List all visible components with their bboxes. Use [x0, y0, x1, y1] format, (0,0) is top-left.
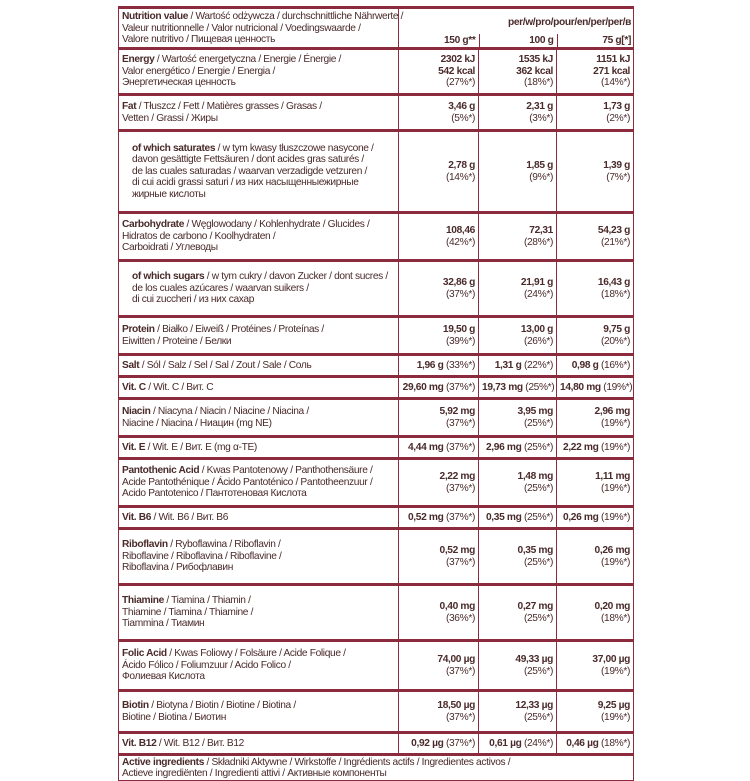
nutrient-translation-line: Ácido Fólico / Foliumzuur / Acido Folico /	[122, 659, 291, 671]
value-150	[399, 458, 479, 506]
nutrient-translation-line: Hidratos de carbono / Koolhydraten /	[122, 230, 276, 242]
nutrient-translation-line: Vetten / Grassi / Жиры	[122, 112, 218, 124]
amount: 72,31	[529, 225, 553, 236]
nutrient-translation-line: Eiwitten / Proteine / Белки	[122, 335, 232, 347]
amount: 3,46 g	[448, 101, 475, 112]
value-100	[479, 398, 557, 436]
amount: 1,85 g	[526, 160, 553, 171]
amount: 5,92 mg	[439, 406, 475, 417]
nutrient-label	[119, 732, 399, 754]
per-label: per/w/pro/pour/en/per/per/в	[507, 17, 631, 29]
percent-ri: (28%*)	[523, 236, 553, 248]
nutrient-name: Niacin	[122, 406, 151, 417]
percent-ri: (19%*)	[598, 511, 631, 523]
nutrient-name: Carbohydrate	[122, 219, 185, 231]
value-100	[479, 376, 557, 398]
nutrient-translation-line: davon gesättigte Fettsäuren / dont acides gras saturés /	[132, 154, 364, 166]
percent-ri: (37%*)	[443, 381, 475, 393]
nutrient-translations: / Wit. B12 / Вит. B12	[156, 737, 244, 749]
nutrient-row	[119, 528, 634, 584]
nutrient-row	[119, 732, 634, 754]
amount: 1,96 g	[416, 359, 444, 371]
nutrient-label	[119, 48, 399, 94]
amount: 29,60 mg	[402, 381, 444, 393]
nutrient-name: Biotin	[122, 700, 149, 711]
value-150	[399, 354, 479, 376]
nutrition-table	[118, 6, 634, 781]
percent-ri: (19%*)	[600, 482, 631, 494]
nutrient-translation-line: Acide Pantothénique / Ácido Pantoténico / Pantotheenzuur /	[122, 476, 373, 488]
value-75	[557, 94, 634, 130]
col-header-150: 150 g**	[399, 34, 479, 47]
value-100	[479, 130, 557, 212]
value-75	[557, 48, 634, 94]
nutrient-translation-line: di cui zuccheri / из них сахар	[132, 294, 255, 306]
amount: 19,50 g	[442, 324, 475, 335]
amount: 0,27 mg	[517, 601, 553, 612]
amount: 2,96 mg	[485, 441, 522, 453]
percent-ri: (37%*)	[443, 441, 475, 453]
nutrient-row	[119, 212, 634, 260]
nutrient-label	[119, 130, 399, 212]
nutrient-translations: / Biotyna / Biotin / Biotine / Biotina /	[148, 700, 296, 711]
amount: 21,91 g	[520, 277, 553, 288]
nutrient-translations: / Tłuszcz / Fett / Matières grasses / Grasas /	[136, 101, 322, 112]
amount: 1,11 mg	[595, 471, 631, 482]
value-150	[399, 732, 479, 754]
percent-ri: (27%*)	[445, 77, 475, 89]
value-100	[479, 48, 557, 94]
amount: 1,31 g	[494, 359, 522, 371]
amount: 19,73 mg	[482, 381, 523, 393]
amount: 18,50 µg	[437, 700, 475, 711]
percent-ri: (5%*)	[451, 112, 475, 124]
percent-ri: (37%*)	[445, 665, 475, 677]
amount: 0,98 g	[571, 359, 599, 371]
value-100	[479, 212, 557, 260]
nutrient-translations: / Wit. C / Вит. C	[145, 381, 214, 393]
nutrient-label	[119, 436, 399, 458]
value-75	[557, 212, 634, 260]
amount: 2302 kJ	[440, 54, 475, 66]
percent-ri: (19%*)	[600, 711, 631, 723]
nutrient-translations: / Węglowodany / Kohlenhydrate / Glucides /	[184, 219, 370, 231]
header-title: Nutrition value / Wartość odżywcza / durchschnittliche Nährwerte / Valeur nutritionnelle / Valor nutricional / Voedingswaarde / Valore nutritivo / Пищевая ценность	[119, 8, 399, 49]
nutrient-translations: / Wartość energetyczna / Energie / Énergie /	[154, 54, 342, 66]
percent-ri: (9%*)	[529, 171, 553, 183]
value-150	[399, 584, 479, 640]
amount: 37,00 µg	[592, 654, 631, 665]
amount: 1,39 g	[603, 160, 631, 171]
amount: 108,46	[445, 225, 475, 236]
header-title-bold: Nutrition value	[122, 10, 189, 22]
percent-ri: (16%*)	[598, 359, 631, 371]
amount: 16,43 g	[597, 277, 631, 288]
percent-ri: (19%*)	[600, 665, 631, 677]
value-75	[557, 398, 634, 436]
amount: 3,95 mg	[517, 406, 553, 417]
nutrient-row	[119, 436, 634, 458]
amount: 362 kcal	[516, 65, 553, 77]
nutrient-name: Protein	[122, 324, 155, 335]
amount: 542 kcal	[438, 65, 475, 77]
nutrient-translation-line: жирные кислоты	[132, 188, 206, 200]
percent-ri: (25%*)	[523, 417, 553, 429]
nutrient-row	[119, 506, 634, 528]
nutrient-label	[119, 506, 399, 528]
nutrient-row	[119, 458, 634, 506]
amount: 1,73 g	[603, 101, 631, 112]
nutrient-row	[119, 690, 634, 732]
amount: 14,80 mg	[560, 381, 601, 393]
nutrient-translations: / Ryboflawina / Riboflavin /	[167, 539, 281, 551]
value-150	[399, 376, 479, 398]
nutrition-label	[118, 6, 633, 780]
percent-ri: (20%*)	[600, 335, 631, 347]
nutrient-translation-line: Niacine / Niacina / Ниацин (mg NE)	[122, 417, 272, 429]
active-ingredients-label: Active ingredients / Składniki Aktywne / Wirkstoffe / Ingrédients actifs / Ingredientes activos / Actieve ingrediënten / Ingredienti attivi / Активные компоненты	[119, 754, 634, 780]
percent-ri: (25%*)	[523, 556, 553, 568]
nutrient-row	[119, 316, 634, 354]
nutrient-translations: / Wit. E / Вит. E (mg α-TE)	[145, 441, 257, 453]
nutrient-name: Salt	[122, 359, 140, 371]
col-header-75: 75 g[*]	[602, 35, 631, 46]
nutrient-translations: / Białko / Eiweiß / Protéines / Proteínas /	[154, 324, 324, 335]
percent-ri: (25%*)	[523, 482, 553, 494]
nutrient-translations: / w tym cukry / davon Zucker / dont sucres /	[204, 271, 388, 283]
amount: 271 kcal	[593, 65, 631, 77]
amount: 0,92 µg	[411, 737, 444, 749]
nutrient-translation-line: Tiammina / Тиамин	[122, 618, 205, 630]
nutrient-name: Energy	[122, 54, 155, 66]
nutrient-row	[119, 584, 634, 640]
percent-ri: (14%*)	[445, 171, 475, 183]
amount: 2,31 g	[526, 101, 553, 112]
nutrient-name: Fat	[122, 101, 137, 112]
nutrient-label	[119, 528, 399, 584]
amount: 0,20 mg	[594, 601, 631, 612]
value-100	[479, 584, 557, 640]
percent-ri: (25%*)	[521, 441, 553, 453]
percent-ri: (18%*)	[600, 288, 631, 300]
amount: 2,96 mg	[594, 406, 631, 417]
active-ingredients-row	[119, 754, 634, 780]
amount: 0,35 mg	[485, 511, 522, 523]
amount: 1535 kJ	[518, 54, 553, 66]
amount: 74,00 µg	[437, 654, 475, 665]
percent-ri: (39%*)	[445, 335, 475, 347]
percent-ri: (19%*)	[600, 381, 633, 393]
value-100	[479, 640, 557, 690]
amount: 1,48 mg	[517, 471, 553, 482]
percent-ri: (25%*)	[523, 665, 553, 677]
value-75	[557, 690, 634, 732]
nutrient-translation-line: Biotine / Biotina / Биотин	[122, 711, 226, 723]
nutrient-row	[119, 94, 634, 130]
value-150	[399, 212, 479, 260]
amount: 32,86 g	[442, 277, 475, 288]
percent-ri: (14%*)	[600, 77, 631, 89]
nutrient-translations: / Sól / Salz / Sel / Sal / Zout / Sale / Соль	[139, 359, 312, 371]
amount: 9,25 µg	[597, 700, 631, 711]
header-columns	[399, 8, 634, 49]
value-100	[479, 94, 557, 130]
nutrient-name: Vit. E	[122, 441, 146, 453]
value-100	[479, 260, 557, 316]
nutrient-name: Vit. B12	[122, 737, 157, 749]
value-75	[557, 436, 634, 458]
nutrient-translation-line: di cui acidi grassi saturi / из них насыщенныежирные	[132, 177, 359, 189]
nutrient-label	[119, 94, 399, 130]
amount: 12,33 µg	[515, 700, 553, 711]
amount: 1151 kJ	[596, 54, 631, 66]
nutrient-label	[119, 398, 399, 436]
percent-ri: (25%*)	[523, 711, 553, 723]
percent-ri: (25%*)	[523, 612, 553, 624]
nutrient-label	[119, 376, 399, 398]
percent-ri: (37%*)	[443, 511, 475, 523]
percent-ri: (36%*)	[445, 612, 475, 624]
amount: 9,75 g	[603, 324, 631, 335]
nutrient-name: Vit. C	[122, 381, 146, 393]
value-75	[557, 506, 634, 528]
amount: 2,22 mg	[563, 441, 599, 453]
amount: 54,23 g	[597, 225, 631, 236]
percent-ri: (37%*)	[445, 711, 475, 723]
amount: 2,22 mg	[439, 471, 475, 482]
nutrient-translation-line: Thiamine / Tiamina / Thiamine /	[122, 606, 254, 618]
amount: 4,44 mg	[407, 441, 444, 453]
nutrient-label	[119, 640, 399, 690]
nutrient-name: Vit. B6	[122, 511, 152, 523]
nutrient-translation-line: Энергетическая ценность	[122, 77, 236, 89]
value-75	[557, 528, 634, 584]
amount: 0,26 mg	[563, 511, 599, 523]
nutrient-translations: / Tiamina / Thiamin /	[163, 595, 251, 607]
percent-ri: (19%*)	[598, 441, 631, 453]
nutrient-translation-line: Carboidrati / Углеводы	[122, 242, 218, 254]
percent-ri: (24%*)	[523, 288, 553, 300]
value-150	[399, 506, 479, 528]
percent-ri: (37%*)	[445, 482, 475, 494]
percent-ri: (22%*)	[521, 359, 553, 371]
amount: 49,33 µg	[515, 654, 553, 665]
value-75	[557, 354, 634, 376]
value-150	[399, 528, 479, 584]
nutrient-name: Pantothenic Acid	[122, 465, 200, 477]
percent-ri: (42%*)	[445, 236, 475, 248]
nutrient-label	[119, 316, 399, 354]
amount: 0,52 mg	[407, 511, 444, 523]
nutrient-row	[119, 640, 634, 690]
percent-ri: (37%*)	[445, 417, 475, 429]
value-100	[479, 690, 557, 732]
value-150	[399, 316, 479, 354]
nutrient-translation-line: Acido Pantotenico / Пантотеновая Кислота	[122, 488, 307, 500]
nutrient-translations: / Wit. B6 / Вит. B6	[151, 511, 229, 523]
percent-ri: (2%*)	[606, 112, 631, 124]
value-150	[399, 94, 479, 130]
nutrient-row	[119, 130, 634, 212]
amount: 13,00 g	[520, 324, 553, 335]
amount: 0,40 mg	[439, 601, 475, 612]
nutrient-row	[119, 48, 634, 94]
percent-ri: (3%*)	[529, 112, 553, 124]
value-75	[557, 584, 634, 640]
value-100	[479, 506, 557, 528]
value-100	[479, 528, 557, 584]
value-75	[557, 316, 634, 354]
percent-ri: (18%*)	[523, 77, 553, 89]
value-100	[479, 458, 557, 506]
nutrient-translations: / w tym kwasy tłuszczowe nasycone /	[215, 142, 374, 154]
nutrient-row	[119, 260, 634, 316]
nutrient-name: Folic Acid	[122, 648, 167, 660]
value-75	[557, 732, 634, 754]
nutrient-translation-line: de las cuales saturadas / waarvan verzadigde vetzuren /	[132, 165, 368, 177]
nutrient-rows	[119, 48, 634, 754]
percent-ri: (26%*)	[523, 335, 553, 347]
col-header-100: 100 g	[479, 34, 557, 47]
value-75	[557, 130, 634, 212]
value-150	[399, 690, 479, 732]
percent-ri: (18%*)	[600, 612, 631, 624]
amount: 0,61 µg	[489, 737, 522, 749]
amount: 0,26 mg	[594, 545, 631, 556]
nutrient-translation-line: Valor energético / Energie / Energia /	[122, 65, 276, 77]
nutrient-translations: / Kwas Foliowy / Folsäure / Acide Folique /	[166, 648, 346, 660]
percent-ri: (18%*)	[598, 737, 631, 749]
value-100	[479, 732, 557, 754]
value-150	[399, 48, 479, 94]
nutrient-translation-line: Riboflavina / Рибофлавин	[122, 562, 233, 574]
nutrient-name: Thiamine	[122, 595, 164, 607]
percent-ri: (21%*)	[600, 236, 631, 248]
percent-ri: (19%*)	[600, 417, 631, 429]
value-100	[479, 316, 557, 354]
nutrient-label	[119, 212, 399, 260]
percent-ri: (25%*)	[522, 381, 555, 393]
nutrient-translation-line: de los cuales azúcares / waarvan suikers /	[132, 282, 309, 294]
nutrient-label	[119, 458, 399, 506]
nutrient-translation-line: Riboflavine / Riboflavina / Riboflavine /	[122, 550, 282, 562]
nutrient-row	[119, 398, 634, 436]
header-row	[119, 8, 634, 49]
nutrient-label	[119, 354, 399, 376]
percent-ri: (19%*)	[600, 556, 631, 568]
nutrient-translations: / Niacyna / Niacin / Niacine / Niacina /	[150, 406, 309, 417]
nutrient-name: Riboflavin	[122, 539, 168, 551]
percent-ri: (37%*)	[445, 556, 475, 568]
percent-ri: (25%*)	[521, 511, 553, 523]
nutrient-name: of which saturates	[132, 142, 216, 154]
nutrient-name: of which sugars	[132, 271, 205, 283]
value-150	[399, 640, 479, 690]
value-150	[399, 260, 479, 316]
value-75	[557, 376, 634, 398]
nutrient-row	[119, 354, 634, 376]
nutrient-label	[119, 690, 399, 732]
percent-ri: (37%*)	[445, 288, 475, 300]
nutrient-label	[119, 584, 399, 640]
amount: 0,52 mg	[439, 545, 475, 556]
value-75	[557, 260, 634, 316]
nutrient-translations: / Kwas Pantotenowy / Panthothensäure /	[199, 465, 373, 477]
percent-ri: (7%*)	[606, 171, 631, 183]
nutrient-label	[119, 260, 399, 316]
amount: 0,46 µg	[566, 737, 599, 749]
percent-ri: (37%*)	[443, 737, 475, 749]
amount: 2,78 g	[448, 160, 475, 171]
value-75	[557, 640, 634, 690]
value-150	[399, 436, 479, 458]
value-100	[479, 354, 557, 376]
nutrient-row	[119, 376, 634, 398]
nutrient-translation-line: Фолиевая Кислота	[122, 671, 205, 683]
value-100	[479, 436, 557, 458]
value-75	[557, 458, 634, 506]
value-150	[399, 398, 479, 436]
percent-ri: (33%*)	[443, 359, 475, 371]
value-150	[399, 130, 479, 212]
amount: 0,35 mg	[517, 545, 553, 556]
percent-ri: (24%*)	[521, 737, 553, 749]
